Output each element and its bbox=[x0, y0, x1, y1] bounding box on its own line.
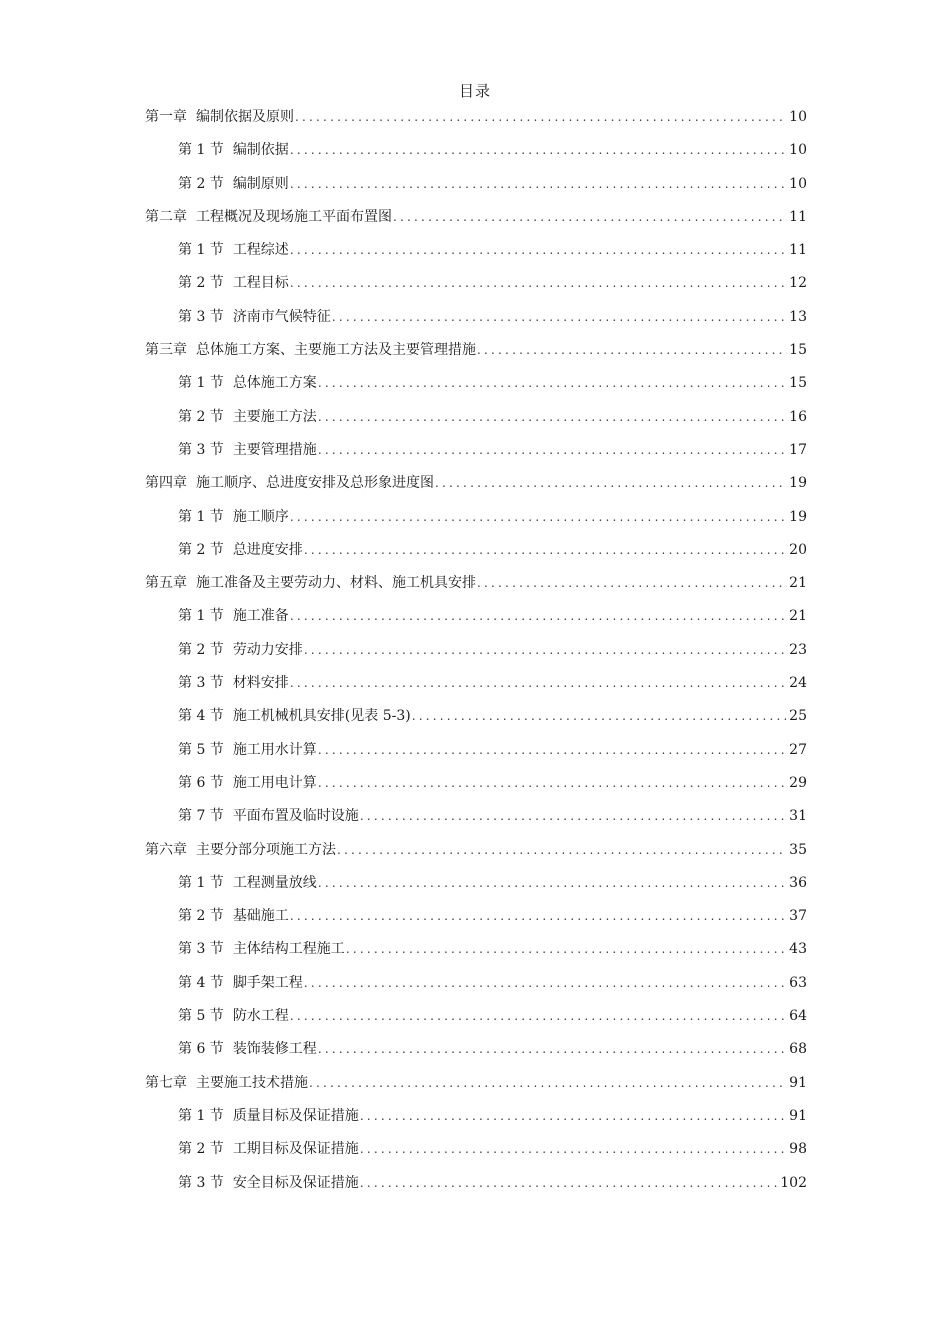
toc-entry-label bbox=[145, 1072, 308, 1094]
toc-entry-label bbox=[178, 1105, 359, 1127]
toc-dot-leader bbox=[360, 1105, 787, 1127]
toc-entry-text: 工程综述 bbox=[232, 242, 289, 259]
toc-entry-page-number: 68 bbox=[789, 1041, 807, 1058]
toc-entry-text: 济南市气候特征 bbox=[232, 308, 331, 325]
toc-section-entry[interactable] bbox=[145, 306, 807, 339]
toc-entry-page-number: 21 bbox=[789, 575, 807, 592]
toc-entry-label bbox=[178, 605, 289, 627]
toc-entry-number: 第 3 节 bbox=[178, 308, 224, 325]
toc-entry-number: 第 2 节 bbox=[178, 908, 224, 925]
toc-entry-page-number: 37 bbox=[789, 908, 807, 925]
toc-entry-page-number: 23 bbox=[789, 641, 807, 658]
toc-entry-text: 工期目标及保证措施 bbox=[232, 1141, 359, 1158]
toc-dot-leader bbox=[290, 239, 787, 261]
toc-section-entry[interactable] bbox=[145, 705, 807, 738]
toc-entry-text: 装饰装修工程 bbox=[232, 1041, 317, 1058]
toc-entry-label bbox=[178, 1038, 317, 1060]
toc-entry-page-number: 19 bbox=[789, 508, 807, 525]
toc-section-entry[interactable] bbox=[145, 739, 807, 772]
toc-section-entry[interactable] bbox=[145, 1138, 807, 1171]
toc-entry-number: 第三章 bbox=[145, 342, 187, 359]
toc-chapter-entry[interactable] bbox=[145, 839, 807, 872]
toc-dot-leader bbox=[337, 839, 787, 861]
toc-list bbox=[145, 106, 807, 1205]
toc-entry-text: 工程概况及现场施工平面布置图 bbox=[196, 208, 392, 225]
toc-entry-text: 主要施工方法 bbox=[232, 408, 317, 425]
toc-entry-page-number: 16 bbox=[789, 408, 807, 425]
toc-entry-page-number: 43 bbox=[789, 941, 807, 958]
toc-section-entry[interactable] bbox=[145, 139, 807, 172]
toc-entry-page-number: 10 bbox=[789, 175, 807, 192]
toc-entry-label bbox=[178, 139, 289, 161]
toc-section-entry[interactable] bbox=[145, 805, 807, 838]
toc-entry-label bbox=[178, 705, 411, 727]
toc-entry-number: 第四章 bbox=[145, 475, 187, 492]
toc-entry-text: 编制原则 bbox=[232, 175, 289, 192]
toc-entry-page-number: 63 bbox=[789, 974, 807, 991]
toc-entry-page-number: 35 bbox=[789, 841, 807, 858]
toc-entry-page-number: 10 bbox=[789, 142, 807, 159]
toc-dot-leader bbox=[290, 905, 787, 927]
toc-entry-label bbox=[178, 739, 317, 761]
toc-dot-leader bbox=[412, 705, 787, 727]
toc-section-entry[interactable] bbox=[145, 972, 807, 1005]
toc-section-entry[interactable] bbox=[145, 539, 807, 572]
toc-entry-text: 主要施工技术措施 bbox=[196, 1074, 308, 1091]
toc-entry-page-number: 29 bbox=[789, 774, 807, 791]
toc-entry-number: 第五章 bbox=[145, 575, 187, 592]
toc-entry-text: 防水工程 bbox=[232, 1008, 289, 1025]
toc-section-entry[interactable] bbox=[145, 1005, 807, 1038]
toc-chapter-entry[interactable] bbox=[145, 572, 807, 605]
toc-dot-leader bbox=[360, 1138, 787, 1160]
toc-entry-text: 劳动力安排 bbox=[232, 641, 303, 658]
toc-entry-page-number: 21 bbox=[789, 608, 807, 625]
toc-dot-leader bbox=[304, 972, 787, 994]
toc-entry-number: 第 5 节 bbox=[178, 741, 224, 758]
toc-chapter-entry[interactable] bbox=[145, 206, 807, 239]
toc-section-entry[interactable] bbox=[145, 239, 807, 272]
toc-entry-text: 总进度安排 bbox=[232, 541, 303, 558]
toc-entry-page-number: 15 bbox=[789, 342, 807, 359]
toc-entry-text: 施工用水计算 bbox=[232, 741, 317, 758]
toc-entry-label bbox=[178, 539, 303, 561]
toc-section-entry[interactable] bbox=[145, 372, 807, 405]
toc-entry-text: 编制依据及原则 bbox=[196, 109, 294, 125]
toc-entry-number: 第七章 bbox=[145, 1074, 187, 1091]
toc-entry-page-number: 11 bbox=[789, 242, 807, 259]
toc-entry-page-number: 27 bbox=[789, 741, 807, 758]
toc-entry-label bbox=[178, 306, 331, 328]
toc-entry-number: 第 4 节 bbox=[178, 974, 224, 991]
toc-dot-leader bbox=[318, 772, 787, 794]
toc-dot-leader bbox=[304, 639, 787, 661]
toc-entry-label bbox=[178, 672, 289, 694]
toc-entry-number: 第 1 节 bbox=[178, 242, 224, 259]
toc-dot-leader bbox=[477, 339, 787, 361]
toc-entry-text: 施工准备及主要劳动力、材料、施工机具安排 bbox=[196, 575, 476, 592]
toc-section-entry[interactable] bbox=[145, 905, 807, 938]
toc-dot-leader bbox=[393, 206, 787, 228]
toc-section-entry[interactable] bbox=[145, 1172, 807, 1205]
toc-entry-label bbox=[178, 173, 289, 195]
toc-entry-text: 质量目标及保证措施 bbox=[232, 1107, 359, 1124]
toc-dot-leader bbox=[360, 1172, 778, 1194]
toc-chapter-entry[interactable] bbox=[145, 1072, 807, 1105]
toc-entry-number: 第 2 节 bbox=[178, 1141, 224, 1158]
toc-section-entry[interactable] bbox=[145, 506, 807, 539]
toc-dot-leader bbox=[318, 372, 787, 394]
toc-dot-leader bbox=[346, 938, 787, 960]
toc-dot-leader bbox=[290, 1005, 787, 1027]
toc-dot-leader bbox=[290, 672, 787, 694]
toc-entry-text: 总体施工方案、主要施工方法及主要管理措施 bbox=[196, 342, 476, 359]
toc-entry-number: 第 1 节 bbox=[178, 1107, 224, 1124]
toc-entry-label bbox=[178, 938, 345, 960]
toc-entry-number: 第 2 节 bbox=[178, 541, 224, 558]
toc-chapter-entry[interactable] bbox=[145, 106, 807, 139]
toc-entry-text: 平面布置及临时设施 bbox=[232, 808, 359, 825]
toc-entry-label bbox=[178, 905, 289, 927]
toc-entry-text: 工程目标 bbox=[232, 275, 289, 292]
toc-section-entry[interactable] bbox=[145, 605, 807, 638]
toc-section-entry[interactable] bbox=[145, 406, 807, 439]
toc-entry-text: 施工顺序、总进度安排及总形象进度图 bbox=[196, 475, 434, 492]
toc-dot-leader bbox=[360, 805, 787, 827]
toc-entry-text: 主要管理措施 bbox=[232, 441, 317, 458]
toc-dot-leader bbox=[290, 506, 787, 528]
toc-section-entry[interactable] bbox=[145, 439, 807, 472]
toc-entry-number: 第 1 节 bbox=[178, 508, 224, 525]
toc-entry-page-number: 17 bbox=[789, 441, 807, 458]
toc-entry-number: 第 1 节 bbox=[178, 375, 224, 392]
toc-section-entry[interactable] bbox=[145, 672, 807, 705]
toc-entry-number: 第 2 节 bbox=[178, 175, 224, 192]
toc-dot-leader bbox=[290, 139, 787, 161]
toc-entry-text: 基础施工 bbox=[232, 908, 289, 925]
toc-section-entry[interactable] bbox=[145, 173, 807, 206]
toc-dot-leader bbox=[332, 306, 787, 328]
toc-entry-number: 第 5 节 bbox=[178, 1008, 224, 1025]
toc-entry-page-number: 15 bbox=[789, 375, 807, 392]
toc-entry-number: 第 3 节 bbox=[178, 441, 224, 458]
toc-entry-text: 安全目标及保证措施 bbox=[232, 1174, 359, 1191]
toc-entry-page-number: 12 bbox=[789, 275, 807, 292]
toc-entry-number: 第一章 bbox=[145, 109, 187, 125]
toc-section-entry[interactable] bbox=[145, 938, 807, 971]
toc-entry-text: 总体施工方案 bbox=[232, 375, 317, 392]
toc-entry-label bbox=[178, 639, 303, 661]
toc-entry-number: 第 3 节 bbox=[178, 675, 224, 692]
toc-entry-number: 第六章 bbox=[145, 841, 187, 858]
toc-entry-page-number: 91 bbox=[789, 1107, 807, 1124]
toc-entry-page-number: 13 bbox=[789, 308, 807, 325]
toc-entry-page-number: 25 bbox=[789, 708, 807, 725]
toc-dot-leader bbox=[318, 739, 787, 761]
toc-entry-page-number: 102 bbox=[780, 1174, 807, 1191]
toc-entry-number: 第 6 节 bbox=[178, 1041, 224, 1058]
toc-chapter-entry[interactable] bbox=[145, 472, 807, 505]
toc-entry-label bbox=[145, 106, 294, 128]
toc-entry-text: 材料安排 bbox=[232, 675, 289, 692]
toc-entry-number: 第 1 节 bbox=[178, 608, 224, 625]
toc-entry-label bbox=[145, 839, 336, 861]
toc-entry-label bbox=[178, 372, 317, 394]
toc-entry-page-number: 31 bbox=[789, 808, 807, 825]
toc-entry-text: 脚手架工程 bbox=[232, 974, 303, 991]
toc-entry-number: 第 1 节 bbox=[178, 874, 224, 891]
toc-title: 目录 bbox=[458, 82, 491, 100]
toc-entry-label bbox=[178, 1005, 289, 1027]
toc-entry-label bbox=[178, 805, 359, 827]
toc-dot-leader bbox=[295, 106, 787, 128]
toc-entry-label bbox=[178, 406, 317, 428]
toc-entry-label bbox=[178, 1138, 359, 1160]
toc-entry-label bbox=[178, 239, 289, 261]
toc-dot-leader bbox=[318, 1038, 787, 1060]
toc-entry-text: 施工用电计算 bbox=[232, 774, 317, 791]
toc-entry-text: 施工准备 bbox=[232, 608, 289, 625]
toc-entry-number: 第 2 节 bbox=[178, 408, 224, 425]
toc-entry-label bbox=[178, 972, 303, 994]
toc-dot-leader bbox=[318, 872, 787, 894]
toc-section-entry[interactable] bbox=[145, 772, 807, 805]
toc-chapter-entry[interactable] bbox=[145, 339, 807, 372]
toc-entry-number: 第 2 节 bbox=[178, 641, 224, 658]
toc-dot-leader bbox=[477, 572, 787, 594]
toc-entry-text: 主体结构工程施工 bbox=[232, 941, 345, 958]
toc-entry-number: 第 2 节 bbox=[178, 275, 224, 292]
toc-entry-text: 工程测量放线 bbox=[232, 874, 317, 891]
toc-entry-text: 施工机械机具安排(见表 5-3) bbox=[232, 708, 411, 725]
toc-entry-page-number: 11 bbox=[789, 208, 807, 225]
toc-entry-label bbox=[145, 472, 434, 494]
toc-entry-number: 第 3 节 bbox=[178, 1174, 224, 1191]
toc-section-entry[interactable] bbox=[145, 872, 807, 905]
toc-entry-label bbox=[178, 439, 317, 461]
toc-entry-number: 第 3 节 bbox=[178, 941, 224, 958]
toc-dot-leader bbox=[290, 605, 787, 627]
toc-entry-number: 第 1 节 bbox=[178, 142, 224, 159]
toc-entry-label bbox=[145, 339, 476, 361]
toc-dot-leader bbox=[290, 272, 787, 294]
toc-dot-leader bbox=[318, 439, 787, 461]
toc-section-entry[interactable] bbox=[145, 639, 807, 672]
toc-entry-label bbox=[178, 1172, 359, 1194]
toc-entry-number: 第 6 节 bbox=[178, 774, 224, 791]
toc-dot-leader bbox=[304, 539, 787, 561]
toc-entry-label bbox=[145, 206, 392, 228]
toc-entry-text: 施工顺序 bbox=[232, 508, 289, 525]
toc-entry-page-number: 10 bbox=[789, 109, 807, 125]
toc-entry-page-number: 24 bbox=[789, 675, 807, 692]
toc-section-entry[interactable] bbox=[145, 272, 807, 305]
toc-entry-page-number: 20 bbox=[789, 541, 807, 558]
toc-dot-leader bbox=[309, 1072, 787, 1094]
toc-entry-label bbox=[178, 772, 317, 794]
toc-entry-label bbox=[178, 272, 289, 294]
toc-entry-text: 主要分部分项施工方法 bbox=[196, 841, 336, 858]
toc-entry-label bbox=[145, 572, 476, 594]
toc-entry-page-number: 91 bbox=[789, 1074, 807, 1091]
toc-entry-label bbox=[178, 872, 317, 894]
toc-section-entry[interactable] bbox=[145, 1038, 807, 1071]
toc-entry-page-number: 19 bbox=[789, 475, 807, 492]
toc-entry-number: 第二章 bbox=[145, 208, 187, 225]
toc-entry-label bbox=[178, 506, 289, 528]
toc-dot-leader bbox=[318, 406, 787, 428]
toc-entry-page-number: 98 bbox=[789, 1141, 807, 1158]
toc-dot-leader bbox=[435, 472, 787, 494]
toc-entry-number: 第 7 节 bbox=[178, 808, 224, 825]
toc-entry-text: 编制依据 bbox=[232, 142, 289, 159]
toc-dot-leader bbox=[290, 173, 787, 195]
toc-section-entry[interactable] bbox=[145, 1105, 807, 1138]
toc-entry-number: 第 4 节 bbox=[178, 708, 224, 725]
toc-entry-page-number: 64 bbox=[789, 1008, 807, 1025]
toc-entry-page-number: 36 bbox=[789, 874, 807, 891]
